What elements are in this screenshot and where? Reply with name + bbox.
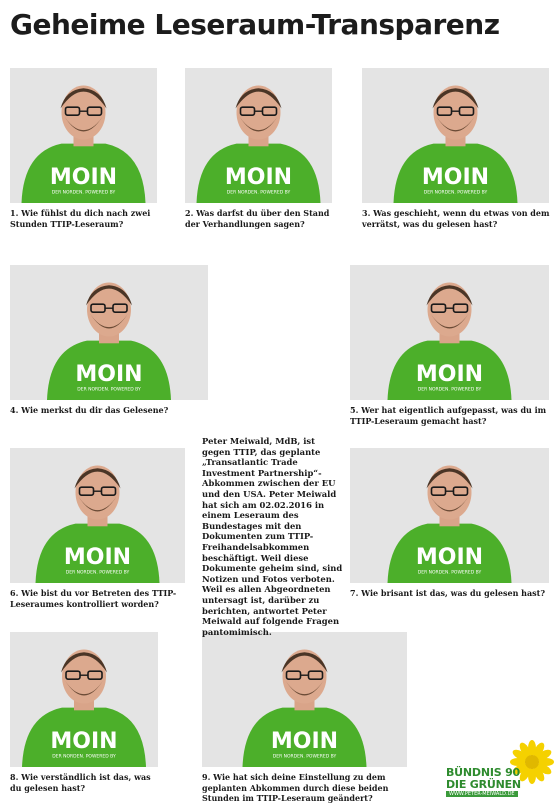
photo-4 [10, 265, 208, 400]
party-logo [444, 740, 556, 798]
person-figure [10, 68, 157, 203]
face [283, 650, 327, 704]
shirt-subtext: DER NORDEN. POWERED BY [65, 570, 130, 576]
photo-6 [10, 448, 185, 583]
caption-8: 8. Wie verständlich ist das, was du gelesen hast? [10, 772, 151, 793]
face [62, 650, 106, 704]
shirt-moin-text: MOIN [75, 362, 143, 388]
shirt-moin-text: MOIN [415, 545, 484, 571]
person-figure [10, 632, 158, 767]
caption-7: 7. Wie brisant ist das, was du gelesen hast? [350, 588, 546, 598]
shirt-subtext: DER NORDEN. POWERED BY [51, 190, 116, 196]
person-figure [185, 68, 332, 203]
person-figure [202, 632, 407, 767]
caption-5: 5. Wer hat eigentlich aufgepasst, was du im TTIP-Leseraum gemacht hast? [350, 405, 547, 426]
caption-4: 4. Wie merkst du dir das Gelesene? [10, 405, 169, 415]
article-text: Peter Meiwald, MdB, ist gegen TTIP, das geplante „Transatlantic Trade Investment Partnership“-Abkommen zwischen der EU und den USA. Peter Meiwald hat sich am 02.02.2016 in einem Leseraum des Bundestages mit den Dokumenten zum TTIP-Freihandelsabkommen beschäftigt. Weil diese Dokumente geheim sind, sind Notizen und Fotos verboten. Weil es allen Abgeordneten untersagt ist, darüber zu berichten, antwortet Peter Meiwald auf folgende Fragen pantomimisch. [202, 436, 343, 637]
person-figure [10, 265, 208, 400]
shirt-subtext: DER NORDEN. POWERED BY [272, 754, 337, 760]
shirt-moin-text: MOIN [421, 165, 490, 191]
photo-3 [362, 68, 549, 203]
caption-3: 3. Was geschieht, wenn du etwas von dem verrätst, was du gelesen hast? [362, 208, 550, 229]
shirt-subtext: DER NORDEN. POWERED BY [417, 387, 482, 393]
caption-1: 1. Wie fühlst du dich nach zwei Stunden TTIP-Leseraum? [10, 208, 151, 229]
person-figure [10, 448, 185, 583]
page-title: Geheime Leseraum-Transparenz [10, 8, 500, 41]
person-figure [362, 68, 549, 203]
shirt-moin-text: MOIN [50, 729, 118, 755]
shirt-moin-text: MOIN [224, 165, 293, 191]
shirt-moin-text: MOIN [415, 362, 484, 388]
logo-line-2: DIE GRÜNEN [446, 778, 521, 791]
shirt-subtext: DER NORDEN. POWERED BY [77, 387, 141, 393]
photo-7 [350, 448, 549, 583]
photo-9 [202, 632, 407, 767]
shirt-moin-text: MOIN [49, 165, 118, 191]
photo-1 [10, 68, 157, 203]
photo-5 [350, 265, 549, 400]
logo-website: WWW.PETER-MEIWALD.DE [446, 791, 518, 797]
shirt-moin-text: MOIN [270, 729, 339, 755]
person-figure [350, 265, 549, 400]
caption-9: 9. Wie hat sich deine Einstellung zu dem geplanten Abkommen durch diese beiden Stunden im TTIP-Leseraum geändert? [202, 772, 389, 803]
photo-2 [185, 68, 332, 203]
shirt-subtext: DER NORDEN. POWERED BY [423, 190, 488, 196]
shirt-subtext: DER NORDEN. POWERED BY [417, 570, 482, 576]
shirt-moin-text: MOIN [63, 545, 132, 571]
caption-2: 2. Was darfst du über den Stand der Verhandlungen sagen? [185, 208, 330, 229]
shirt-subtext: DER NORDEN. POWERED BY [226, 190, 291, 196]
person-figure [350, 448, 549, 583]
logo-line-1: BÜNDNIS 90 [446, 766, 521, 779]
shirt-subtext: DER NORDEN. POWERED BY [52, 754, 116, 760]
photo-8 [10, 632, 158, 767]
caption-6: 6. Wie bist du vor Betreten des TTIP-Leseraumes kontrolliert worden? [10, 588, 177, 609]
